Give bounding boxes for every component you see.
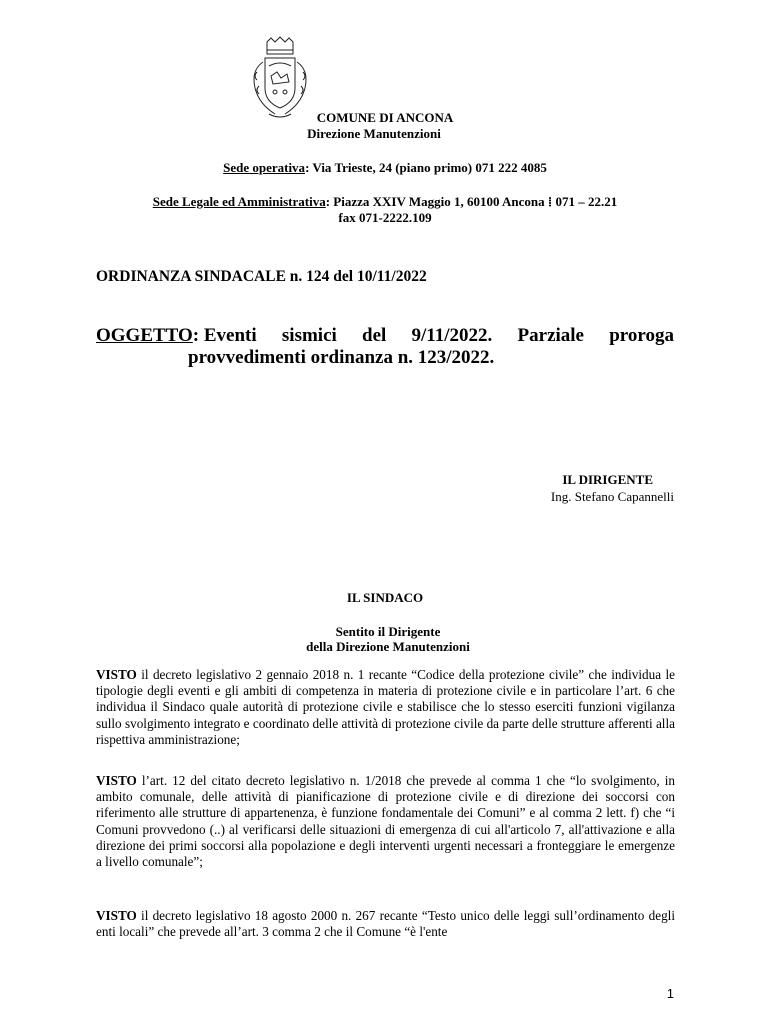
org-name: COMUNE DI ANCONA [316, 110, 454, 125]
paragraph-text: l’art. 12 del citato decreto legislativo n. 1/2018 che prevede al comma 1 che “lo svolgimento, in ambito comunale, delle attività di pianificazione di protezione civile e di direzione dei soccorsi con riferimento alle strutture di appartenenza, è funzione fondamentale dei Comuni” e al comma 2 lett. f) che “i Comuni provvedono (..) al verificarsi delle situazioni di emergenza di cui all'articolo 7, all'attivazione e alla direzione dei primi soccorsi alla popolazione e degli interventi urgenti necessari a fronteggiare le emergenze a livello comunale”; [96, 773, 675, 870]
paragraph-visto-1 [96, 667, 675, 748]
paragraph-visto-2 [96, 773, 675, 870]
page-number: 1 [666, 986, 674, 1001]
paragraph-visto-3 [96, 908, 675, 940]
oggetto-line-1 [96, 325, 674, 347]
paragraph-text: il decreto legislativo 18 agosto 2000 n. 267 recante “Testo unico delle leggi sull’ordinamento degli enti locali” che prevede all’art. 3 comma 2 che il Comune “è l'ente [96, 908, 675, 940]
oggetto-block [96, 325, 674, 369]
paragraph-text: il decreto legislativo 2 gennaio 2018 n. 1 recante “Codice della protezione civile” che individua le tipologie degli eventi e gli ambiti di competenza in materia di protezione civile e in particolare l’art. 6 che individua il Sindaco quale autorità di protezione civile e stabilisce che lo stesso eserciti funzioni vigilanza sullo svolgimento integrato e coordinato delle attività di protezione civile da parte delle strutture afferenti alla rispettiva amministrazione; [96, 667, 675, 747]
dirigente-title: IL DIRIGENTE [562, 472, 653, 487]
paragraph-lead: VISTO [96, 667, 137, 682]
paragraph-lead: VISTO [96, 908, 137, 923]
department-name: Direzione Manutenzioni [307, 126, 441, 141]
oggetto-word: del [362, 325, 387, 346]
oggetto-word: proroga [609, 325, 674, 346]
oggetto-word: 9/11/2022. [411, 325, 493, 346]
oggetto-line-2: provvedimenti ordinanza n. 123/2022. [188, 347, 495, 368]
sentito-line-1: Sentito il Dirigente [335, 624, 441, 639]
sede-legale-line [0, 194, 770, 209]
sede-operativa-text: : Via Trieste, 24 (piano primo) 071 222 4085 [305, 160, 547, 175]
sindaco-title: IL SINDACO [346, 590, 424, 605]
paragraph-lead: VISTO [96, 773, 137, 788]
ordinanza-title: ORDINANZA SINDACALE n. 124 del 10/11/2022 [96, 268, 427, 285]
dirigente-signature [551, 471, 674, 505]
sede-legale-text: : Piazza XXIV Maggio 1, 60100 Ancona ⁞ 071 – 22.21 [325, 194, 618, 209]
oggetto-word: Parziale [517, 325, 584, 346]
sede-legale-label: Sede Legale ed Amministrativa [152, 194, 326, 209]
oggetto-word: : Eventi [192, 325, 257, 346]
oggetto-label: OGGETTO [96, 325, 193, 346]
sentito-line-2: della Direzione Manutenzioni [306, 639, 470, 654]
dirigente-name: Ing. Stefano Capannelli [550, 489, 674, 504]
oggetto-word: sismici [281, 325, 337, 346]
sede-operativa-label: Sede operativa [223, 160, 306, 175]
sede-operativa-line [0, 160, 770, 175]
fax-line: fax 071-2222.109 [338, 210, 432, 225]
